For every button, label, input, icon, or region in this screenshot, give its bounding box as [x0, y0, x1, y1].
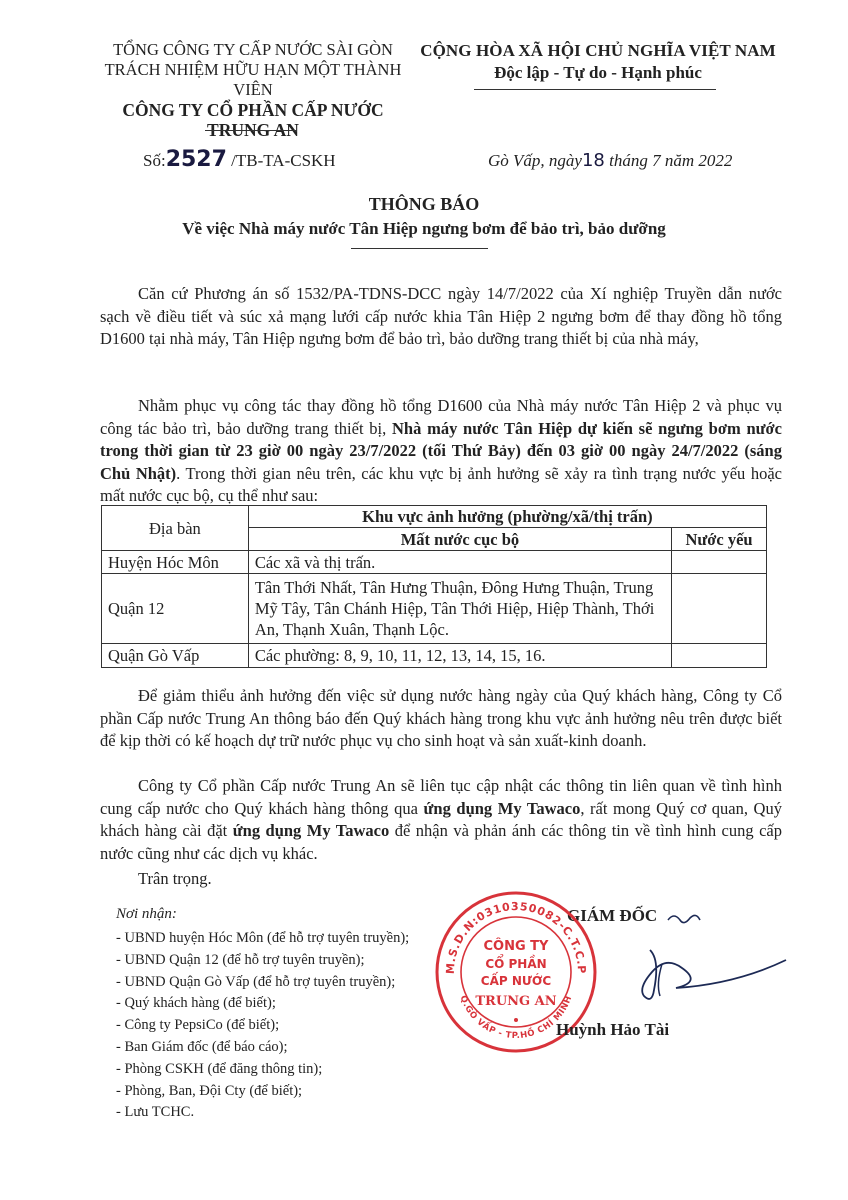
- recipients-title: Nơi nhận:: [116, 906, 177, 922]
- stamp-outer-bottom: Q.GÒ VẤP - TP.HỒ CHÍ MINH: [457, 994, 575, 1042]
- header-weak: Nước yếu: [672, 528, 767, 551]
- paragraph-app: [100, 775, 782, 865]
- nation-motto: Độc lập - Tự do - Hạnh phúc: [494, 63, 702, 82]
- schedule-outro: . Trong thời gian nêu trên, các khu vực bị ảnh hưởng sẽ xảy ra tình trạng nước yếu hoặc mất nước cục bộ, cụ thể như sau:: [100, 463, 782, 505]
- document-title: THÔNG BÁO: [368, 194, 480, 214]
- list-item: - Lưu TCHC.: [116, 1102, 409, 1124]
- stamp-line-4: TRUNG AN: [475, 994, 557, 1009]
- paragraph-schedule: [100, 395, 782, 508]
- parent-org-type: TRÁCH NHIỆM HỮU HẠN MỘT THÀNH VIÊN: [104, 60, 402, 99]
- motto-underline: [474, 89, 716, 90]
- nation-name: CỘNG HÒA XÃ HỘI CHỦ NGHĨA VIỆT NAM: [420, 41, 776, 60]
- number-suffix: /TB-TA-CSKH: [231, 151, 336, 170]
- parent-org: TỔNG CÔNG TY CẤP NƯỚC SÀI GÒN: [113, 40, 393, 59]
- handwritten-signature: [590, 902, 790, 1032]
- list-item: - UBND huyện Hóc Môn (để hỗ trợ tuyên truyền);: [116, 928, 409, 950]
- stamp-line-2: CỔ PHẦN: [485, 957, 547, 971]
- header-loss: Mất nước cục bộ: [248, 528, 671, 551]
- date-suffix: tháng 7 năm 2022: [604, 151, 733, 170]
- stamp-outer-text: M.S.D.N:0310350082-C.T.C.P: [443, 899, 589, 975]
- app-text-2: , rất mong Quý cơ quan, Quý khách hàng cài đặt: [100, 798, 782, 840]
- date-day-handwritten: 18: [581, 150, 605, 171]
- paragraph-advice: Để giảm thiểu ảnh hưởng đến việc sử dụng nước hàng ngày của Quý khách hàng, Công ty Cổ phần Cấp nước Trung An thông báo đến Quý khách hàng trong khu vực ảnh hưởng nêu trên được biết để kịp thời có kế hoạch dự trữ nước phục vụ cho sinh hoạt và sản xuất-kinh doanh.: [100, 686, 782, 750]
- number-prefix: Số:: [143, 151, 166, 170]
- number-handwritten: 2527: [165, 147, 227, 172]
- document-number: [143, 147, 336, 172]
- company-name-2: TRUNG AN: [207, 120, 299, 140]
- schedule-emphasis: Nhà máy nước Tân Hiệp dự kiến sẽ ngưng bơm nước trong thời gian từ 23 giờ 00 ngày 23/7/2022 (tối Thứ Bảy) đến 03 giờ 00 ngày 24/7/2022 (sáng Chủ Nhật): [100, 418, 782, 483]
- affected-areas-table: [101, 505, 767, 668]
- cell-weak: [672, 644, 767, 668]
- stamp-line-3: CẤP NƯỚC: [480, 974, 552, 988]
- table-row: [102, 551, 767, 574]
- list-item: - UBND Quận Gò Vấp (để hỗ trợ tuyên truyền);: [116, 972, 409, 994]
- app-name-2: ứng dụng My Tawaco: [232, 821, 390, 840]
- cell-weak: [672, 551, 767, 574]
- cell-loss: Tân Thới Nhất, Tân Hưng Thuận, Đông Hưng Thuận, Trung Mỹ Tây, Tân Chánh Hiệp, Tân Thới Hiệp, Hiệp Thành, Thới An, Thạnh Xuân, Thạnh Lộc.: [248, 574, 671, 644]
- cell-area: Huyện Hóc Môn: [102, 551, 249, 574]
- document-subtitle: Về việc Nhà máy nước Tân Hiệp ngưng bơm để bảo trì, bảo dưỡng: [182, 219, 666, 238]
- list-item: - Công ty PepsiCo (để biết);: [116, 1015, 409, 1037]
- paragraph-basis: Căn cứ Phương án số 1532/PA-TDNS-DCC ngày 14/7/2022 của Xí nghiệp Truyền dẫn nước sạch về điều tiết và súc xả mạng lưới cấp nước khia Tân Hiệp 2 ngưng bơm để thay đồng hồ tổng D1600 tại nhà máy, Tân Hiệp ngưng bơm để bảo trì, bảo dưỡng trang thiết bị của nhà máy,: [100, 284, 782, 348]
- signer-name: Huỳnh Hảo Tài: [556, 1020, 670, 1039]
- list-item: - Phòng, Ban, Đội Cty (để biết);: [116, 1081, 409, 1103]
- app-name-1: ứng dụng My Tawaco: [423, 798, 581, 818]
- table-row: [102, 644, 767, 668]
- document-date: [488, 150, 732, 171]
- issuer-underline: [205, 130, 297, 131]
- stamp-dot: [514, 1018, 518, 1022]
- date-prefix: Gò Vấp, ngày: [488, 151, 582, 170]
- list-item: - UBND Quận 12 (để hỗ trợ tuyên truyền);: [116, 950, 409, 972]
- national-header: [408, 40, 788, 84]
- list-item: - Ban Giám đốc (để báo cáo);: [116, 1037, 409, 1059]
- app-text-1: Công ty Cổ phần Cấp nước Trung An sẽ liên tục cập nhật các thông tin liên quan về tình hình cung cấp nước cho Quý khách hàng thông qua: [100, 776, 782, 818]
- company-name: CÔNG TY CỔ PHẦN CẤP NƯỚC: [122, 100, 384, 120]
- closing: Trân trọng.: [138, 869, 212, 888]
- table-row: [102, 574, 767, 644]
- cell-area: Quận Gò Vấp: [102, 644, 249, 668]
- list-item: - Quý khách hàng (để biết);: [116, 993, 409, 1015]
- schedule-intro: Nhằm phục vụ công tác thay đồng hồ tổng D1600 của Nhà máy nước Tân Hiệp 2 và phục vụ công tác bảo trì, bảo dưỡng trang thiết bị,: [100, 396, 782, 438]
- header-affected: Khu vực ảnh hưởng (phường/xã/thị trấn): [248, 506, 766, 528]
- header-area: Địa bàn: [102, 506, 249, 551]
- app-text-3: để nhận và phản ánh các thông tin về tình hình cung cấp nước cũng như các dịch vụ khác.: [100, 821, 782, 863]
- issuer-block: [98, 40, 408, 140]
- subtitle-underline: [351, 248, 488, 249]
- signer-title: GIÁM ĐỐC: [567, 906, 658, 925]
- stamp-line-1: CÔNG TY: [483, 939, 549, 954]
- cell-loss: Các phường: 8, 9, 10, 11, 12, 13, 14, 15, 16.: [248, 644, 671, 668]
- cell-weak: [672, 574, 767, 644]
- recipients-list: [116, 928, 409, 1124]
- list-item: - Phòng CSKH (để đăng thông tin);: [116, 1059, 409, 1081]
- cell-area: Quận 12: [102, 574, 249, 644]
- cell-loss: Các xã và thị trấn.: [248, 551, 671, 574]
